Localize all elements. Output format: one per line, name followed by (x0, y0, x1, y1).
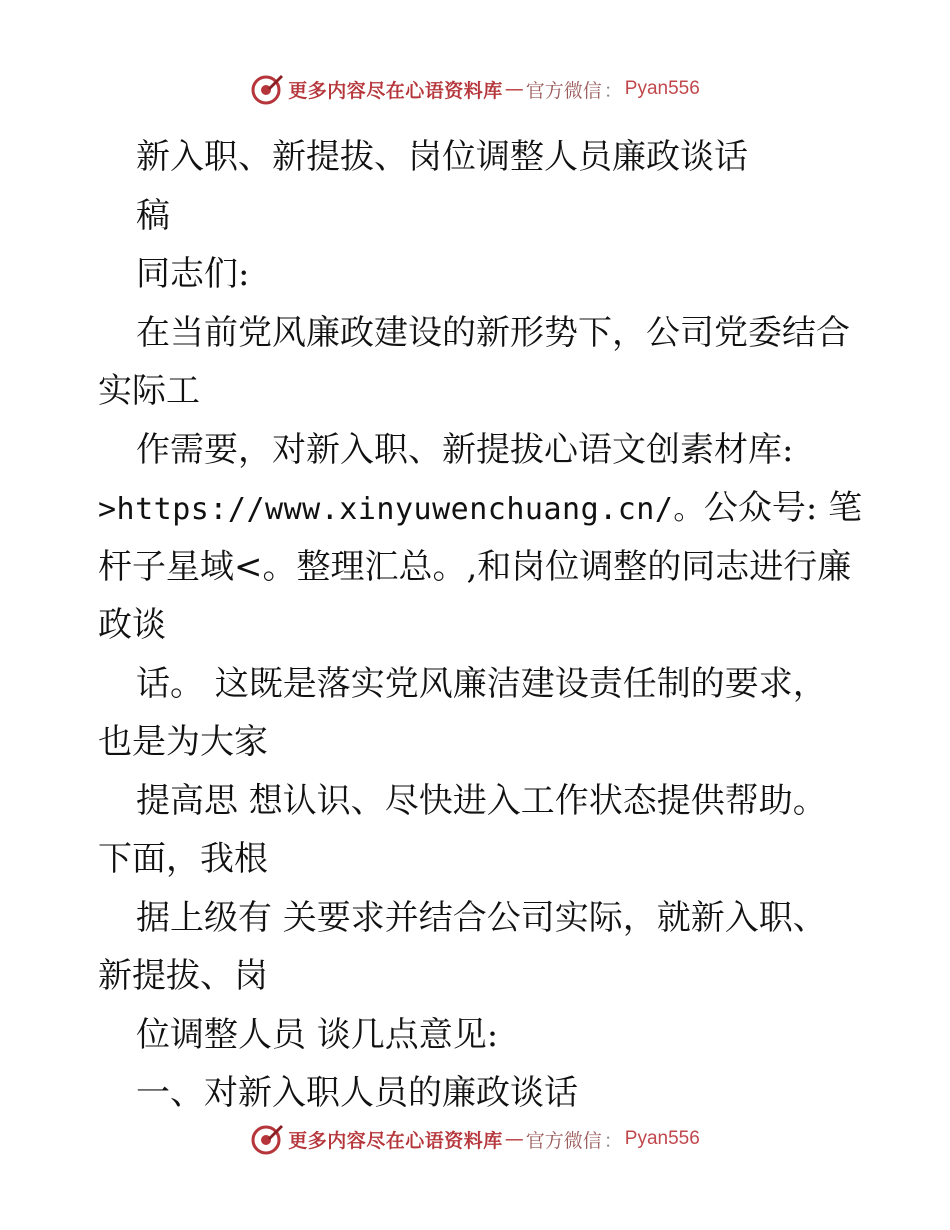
doc-line: 稿 (136, 195, 170, 236)
doc-line: 同志们: (136, 254, 250, 294)
footer-watermark (0, 1122, 950, 1156)
watermark-wechat-label: 官方微信 (525, 1129, 602, 1152)
header-watermark (0, 72, 950, 106)
doc-line: 在当前党风廉政建设的新形势下，公司党委结合 (136, 312, 850, 353)
doc-line: 也是为大家 (98, 722, 268, 762)
watermark-dash: — (504, 1128, 524, 1150)
watermark-wechat-id: Pyan556 (624, 78, 700, 99)
watermark-wechat-label: 官方微信 (525, 79, 602, 102)
doc-line: 新入职、新提拔、岗位调整人员廉政谈话 (136, 137, 748, 177)
pen-logo-icon (250, 1122, 284, 1156)
doc-line: 据上级有 关要求并结合公司实际，就新入职、 (136, 897, 827, 938)
doc-line: 话。 这既是落实党风廉洁建设责任制的要求， (136, 663, 827, 704)
doc-line: 杆子星域<。整理汇总。,和岗位调整的同志进行廉 (98, 546, 852, 587)
watermark-separator: ： (603, 79, 623, 102)
doc-line: >https://www.xinyuwenchuang.cn/。公众号: 笔 (98, 488, 863, 528)
doc-line: 实际工 (98, 371, 200, 411)
watermark-main-text: 更多内容尽在心语资料库 (288, 79, 503, 102)
pen-logo-icon (250, 72, 284, 106)
document-body (98, 128, 863, 1123)
doc-line: 位调整人员 谈几点意见: (136, 1014, 499, 1055)
doc-line: 新提拔、岗 (98, 956, 268, 996)
watermark-main-text: 更多内容尽在心语资料库 (288, 1129, 503, 1152)
url-text: >https://www.xinyuwenchuang.cn/。 (98, 492, 704, 527)
doc-line: 提高思 想认识、尽快进入工作状态提供帮助。 (136, 780, 827, 821)
doc-line: 下面，我根 (98, 839, 268, 879)
watermark-wechat-id: Pyan556 (624, 1128, 700, 1149)
doc-line: 政谈 (98, 605, 166, 645)
watermark-dash: — (504, 78, 524, 100)
doc-line: 作需要，对新入职、新提拔心语文创素材库: (136, 429, 794, 470)
section-heading: 一、对新入职人员的廉政谈话 (136, 1073, 578, 1113)
watermark-separator: ： (603, 1129, 623, 1152)
